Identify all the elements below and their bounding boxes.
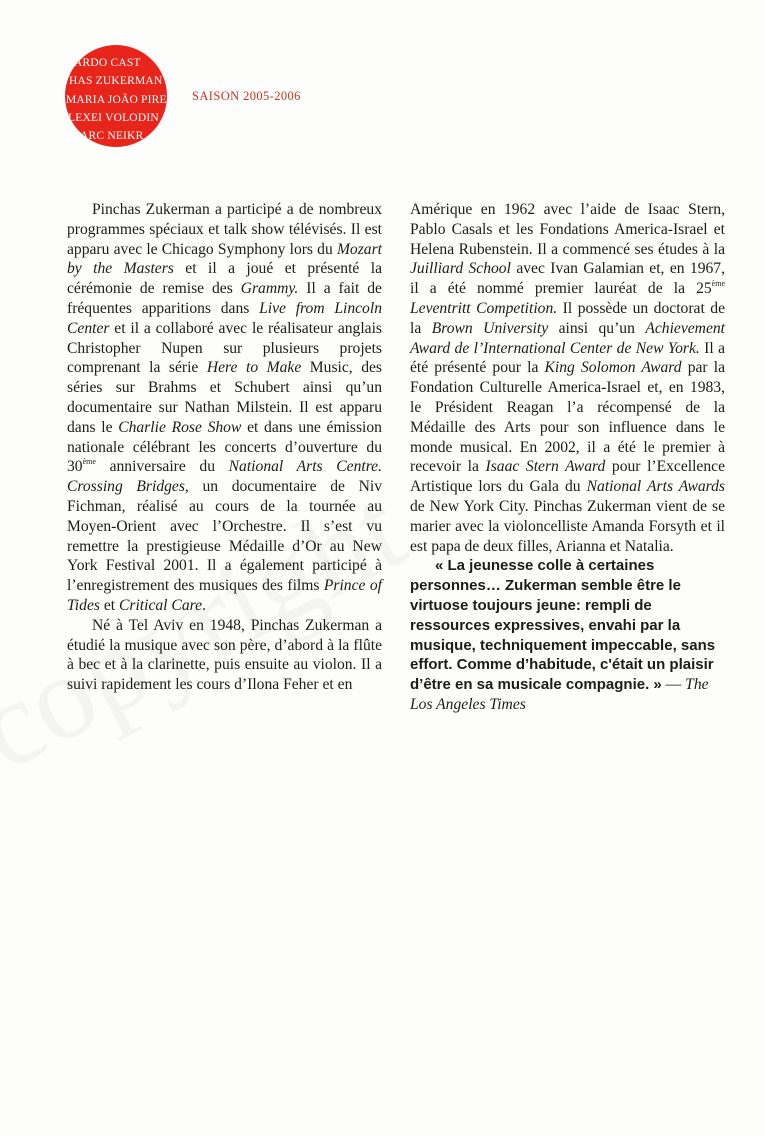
italic-run: Mozart by the Masters (67, 240, 382, 278)
italic-run: Leventritt Competition. (410, 299, 558, 317)
text-run: de New York City. Pinchas Zukerman vient de se marier avec la violoncelliste Amanda Forsyth et il est papa de deux filles, Arianna et Natalia. (410, 497, 725, 555)
text-run: anniversaire du (95, 458, 229, 476)
quote-dash: — (661, 676, 686, 694)
text-run: . (202, 596, 206, 614)
circle-name-4: LEXEI VOLODIN (68, 111, 159, 124)
text-run: Music, des séries sur Brahms et Schubert ainsi qu’un documentaire sur Nathan Milstein. Il est apparu dans le (67, 359, 382, 436)
italic-run: National Arts Awards (586, 478, 725, 496)
text-run: Amérique en 1962 avec l’aide de Isaac Stern, Pablo Casals et les Fondations America-Israel et Helena Rubenstein. Il a commencé ses études à la (410, 201, 725, 258)
season-label: SAISON 2005-2006 (192, 89, 301, 103)
text-run: et (99, 596, 119, 614)
text-run: et il a collaboré avec le réalisateur anglais Christopher Nupen sur plusieurs projets comprenant la série (67, 319, 382, 377)
italic-run: Critical Care (119, 596, 203, 614)
left-paragraph-2: Né à Tel Aviv en 1948, Pinchas Zukerman a étudié la musique avec son père, d’abord à la flûte à bec et à la clarinette, puis ensuite au violon. Il a suivi rapidement les cours d’Ilona Feher et en (67, 616, 382, 694)
italic-run: Grammy. (240, 280, 299, 298)
circle-names (65, 54, 167, 145)
circle-name-3: MARIA JOÃO PIRE (66, 93, 167, 106)
right-paragraph-1 (410, 200, 725, 556)
text-run: et dans une émission nationale célébrant les concerts d’ouverture du 30 (67, 418, 382, 476)
italic-run: National Arts Centre. Crossing Bridges (67, 458, 383, 496)
text-run: par la Fondation Culturelle America-Israel et, en 1983, le Président Reagan l’a récompensé de la Médaille des Arts pour son influence dans le monde musical. En 2002, il a été le premier à recevoir la (410, 359, 725, 476)
artist-circle-logo (65, 45, 167, 147)
text-run: avec Ivan Galamian et, en 1967, il a été nommé premier lauréat de la 25 (410, 260, 725, 298)
circle-name-1: ARDO CAST (74, 57, 141, 69)
italic-run: Isaac Stern Award (485, 458, 606, 476)
quote-paragraph (410, 556, 725, 714)
italic-run: Here to Make (206, 359, 302, 377)
italic-run: Prince of Tides (67, 577, 382, 614)
text-run: Il a fait de fréquentes apparitions dans (67, 280, 382, 317)
circle-name-2: HAS ZUKERMAN (69, 75, 163, 88)
italic-run: King Solomon Award (544, 359, 682, 377)
italic-run: Live from Lincoln Center (67, 299, 382, 337)
text-run: Il possède un doctorat de la (410, 299, 726, 337)
italic-run: Juilliard School (410, 260, 511, 278)
quote-text: « La jeunesse colle à certaines personnes… Zukerman semble être le virtuose toujours jeune: rempli de ressources expressives, envahi par la musique, techniquement impeccable, sans effort. Comme d’habitude, c'était un plaisir d’être en sa musicale compagnie. » (410, 557, 716, 694)
left-paragraph-1 (67, 200, 382, 616)
quote-source: The Los Angeles Times (410, 676, 709, 713)
text-run: ainsi qu’un (548, 319, 646, 337)
italic-run: Brown University (431, 319, 549, 337)
text-run: , un documentaire de Niv Fichman, réalisé au cours de la tournée au Moyen-Orient avec l’Orchestre. Il s’est vu remettre la prestigieuse Médaille d’Or au New York Festival 2001. Il a également participé à l’enregistrement des musiques des films (67, 478, 382, 595)
text-run: et il a joué et présenté la cérémonie de remise des (67, 260, 383, 298)
left-column (67, 200, 382, 695)
text-run: pour l’Excellence Artistique lors du Gala du (410, 458, 725, 496)
superscript: ème (82, 457, 96, 467)
text-run: Pinchas Zukerman a participé a de nombreux programmes spéciaux et talk show télévisés. Il est apparu avec le Chicago Symphony lors du (67, 201, 382, 258)
superscript: ème (711, 279, 725, 289)
text-run: Il a été présenté pour la (410, 339, 725, 377)
press-quote (410, 556, 725, 714)
right-column (410, 200, 725, 715)
circle-name-5: ARC NEIKR (80, 130, 144, 143)
italic-run: Achievement Award de l’International Center de New York. (410, 319, 725, 357)
italic-run: Charlie Rose Show (118, 418, 242, 436)
